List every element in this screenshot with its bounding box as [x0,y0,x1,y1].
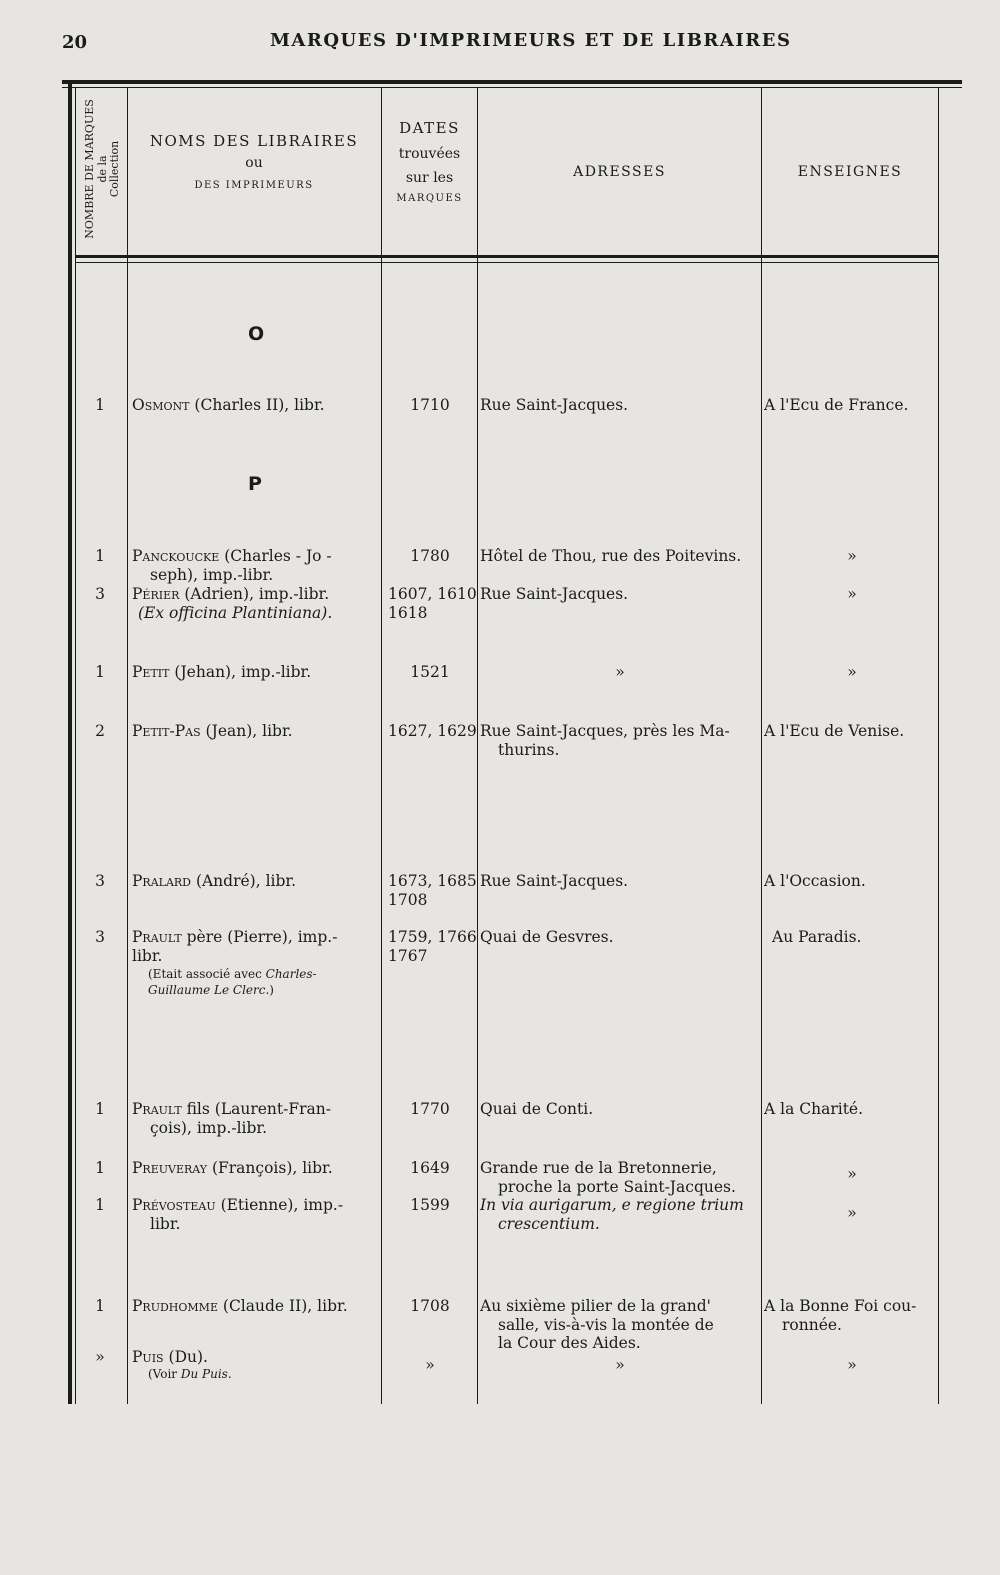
entry-dates-line2: 1618 [388,603,428,622]
column-header-count-line1: NOMBRE DE MARQUES [83,98,97,239]
entry-address [480,722,760,759]
entry-sign: A l'Ecu de Venise. [764,722,905,740]
entry-note-suffix: ) [269,982,274,997]
entry-count: 3 [95,928,105,946]
entry-sign: A la Charité. [764,1100,864,1118]
entry-name-line2: seph), imp.-libr. [150,565,274,584]
column-divider-2 [381,88,382,1404]
entry-count: 1 [95,663,105,681]
header-rule-thin [76,262,938,263]
entry-note-name: Du Puis. [180,1366,232,1381]
entry-name [132,1348,380,1382]
entry-sign: Au Paradis. [772,928,862,946]
column-header-names-line1: NOMS DES LIBRAIRES [149,132,359,150]
entry-name [132,1196,380,1233]
column-divider-3 [477,88,478,1404]
header-rule-thick [76,255,938,258]
entry-address-line1: Rue Saint-Jacques, près les Ma- [480,722,730,740]
column-header-dates-line1: DATES [399,119,460,137]
entry-dates-line2: 1767 [388,946,428,965]
entry-count: 1 [95,396,105,414]
entry-name [132,585,380,622]
entry-dates: 1710 [410,396,450,414]
column-header-count-line2: de la [95,154,109,183]
top-rule-thick [62,80,962,84]
entry-name-surname: Petit-Pas [132,722,201,740]
entry-dates: 1521 [410,663,450,681]
section-letter-p: P [248,473,262,495]
column-header-dates [382,118,477,207]
entry-name-surname: Prault [132,928,182,946]
entry-dates-line2: 1708 [388,890,428,909]
running-title: MARQUES D'IMPRIMEURS ET DE LIBRAIRES [270,30,792,51]
entry-dates [384,872,480,909]
entry-sign-line2: ronnée. [782,1315,842,1334]
table-frame-left-thick [68,84,72,1404]
entry-dates: 1780 [410,547,450,565]
entry-name [132,547,380,584]
entry-address-line1: In via aurigarum, e regione trium [480,1196,744,1214]
entry-dates: 1627, 1629 [388,722,477,740]
entry-name-rest: père (Pierre), imp.- [181,928,338,946]
entry-count: 1 [95,1159,105,1177]
entry-name-rest: (André), libr. [191,872,297,890]
entry-name-surname: Prudhomme [132,1297,218,1315]
column-header-count-line3: Collection [108,140,122,197]
column-header-names-line2: ou [245,154,263,171]
entry-name-rest: (Du). [163,1348,208,1366]
page-number: 20 [62,32,88,53]
entry-address-line3: la Cour des Aides. [498,1334,641,1353]
entry-sign: » [847,1204,857,1222]
entry-name-rest: (François), libr. [207,1159,333,1177]
entry-count: 3 [95,872,105,890]
entry-dates [384,928,480,965]
entry-count: 1 [95,1196,105,1214]
entry-address: Rue Saint-Jacques. [480,872,629,890]
entry-name-surname: Puis [132,1348,164,1366]
entry-name-note [132,967,380,998]
entry-name-rest: fils (Laurent-Fran- [181,1100,331,1118]
entry-address: Quai de Conti. [480,1100,594,1118]
entry-name-rest: (Jehan), imp.-libr. [169,663,312,681]
entry-name-surname: Pralard [132,872,192,890]
entry-address-line1: Grande rue de la Bretonnerie, [480,1159,717,1177]
entry-address: » [615,1356,625,1374]
entry-name [132,1100,380,1137]
entry-name [132,872,380,891]
entry-name-surname: Petit [132,663,170,681]
entry-dates [384,585,480,622]
entry-dates: 1599 [410,1196,450,1214]
entry-address: Rue Saint-Jacques. [480,585,629,603]
entry-address-line2: thurins. [498,740,560,759]
entry-name [132,928,380,998]
entry-sign: » [847,585,857,603]
column-header-names-line3: DES IMPRIMEURS [194,180,314,192]
entry-dates-line1: 1607, 1610 [388,585,477,603]
entry-name-surname: Prault [132,1100,182,1118]
entry-address [480,1297,760,1353]
entry-address-line2: salle, vis-à-vis la montée de [498,1315,714,1334]
entry-address-line1: Au sixième pilier de la grand' [480,1297,711,1315]
column-header-dates-line3: sur les [405,170,454,187]
column-header-count [78,86,128,251]
entry-dates: » [425,1356,435,1374]
entry-sign: » [847,663,857,681]
entry-name-line2: libr. [132,946,163,965]
entry-dates: 1708 [410,1297,450,1315]
entry-sign: A l'Ecu de France. [764,396,909,414]
entry-address: Rue Saint-Jacques. [480,396,629,414]
entry-sign: » [847,1356,857,1374]
entry-count: 1 [95,1297,105,1315]
entry-name-line2: çois), imp.-libr. [150,1118,268,1137]
entry-name-surname: Preuveray [132,1159,208,1177]
column-header-addresses: ADRESSES [573,164,666,180]
entry-name-rest: (Adrien), imp.-libr. [179,585,330,603]
entry-name-line2: (Ex officina Plantiniana). [138,603,333,622]
entry-name-rest: (Charles II), libr. [189,396,325,414]
column-divider-1 [127,88,128,1404]
entry-note-name: Charles-Guillaume Le Clerc. [148,967,317,997]
table-frame-right [938,88,939,1404]
entry-count: 3 [95,585,105,603]
entry-count: 1 [95,547,105,565]
entry-name [132,722,380,741]
entry-address-line2: crescentium. [498,1214,600,1233]
entry-name [132,396,380,415]
entry-count: 1 [95,1100,105,1118]
entry-count: » [95,1348,105,1366]
entry-sign: » [847,1165,857,1183]
column-header-dates-line2: trouvées [398,145,461,162]
entry-name [132,1159,380,1178]
entry-sign-line1: A la Bonne Foi cou- [764,1297,917,1315]
entry-dates-line1: 1673, 1685 [388,872,477,890]
entry-address-line2: proche la porte Saint-Jacques. [498,1177,736,1196]
entry-name-rest: (Charles - Jo - [219,547,332,565]
entry-name-surname: Osmont [132,396,190,414]
entry-sign [764,1297,938,1334]
entry-name-rest: (Etienne), imp.- [215,1196,344,1214]
entry-name-note [132,1367,380,1383]
entry-name-surname: Panckoucke [132,547,220,565]
column-divider-4 [761,88,762,1404]
entry-sign: » [847,547,857,565]
entry-dates: 1649 [410,1159,450,1177]
section-letter-o: O [248,323,265,345]
entry-name-surname: Périer [132,585,180,603]
column-header-signs: ENSEIGNES [797,164,903,180]
entry-dates: 1770 [410,1100,450,1118]
entry-note-prefix: (Etait associé avec [148,967,266,982]
entry-sign: A l'Occasion. [764,872,866,890]
entry-note-prefix: (Voir [148,1366,181,1381]
entry-name [132,1297,380,1316]
column-header-dates-line4: MARQUES [396,193,463,205]
entry-name [132,663,380,682]
entry-name-rest: (Claude II), libr. [217,1297,348,1315]
entry-count: 2 [95,722,105,740]
column-header-names [130,131,378,194]
entry-address: Quai de Gesvres. [480,928,614,946]
entry-dates-line1: 1759, 1766 [388,928,477,946]
entry-address [480,1159,760,1196]
entry-name-line2: libr. [150,1214,181,1233]
entry-name-surname: Prévosteau [132,1196,216,1214]
entry-address: Hôtel de Thou, rue des Poitevins. [480,547,742,565]
entry-name-rest: (Jean), libr. [200,722,293,740]
entry-address [480,1196,760,1233]
top-rule-thin [62,87,962,88]
entry-address: » [615,663,625,681]
